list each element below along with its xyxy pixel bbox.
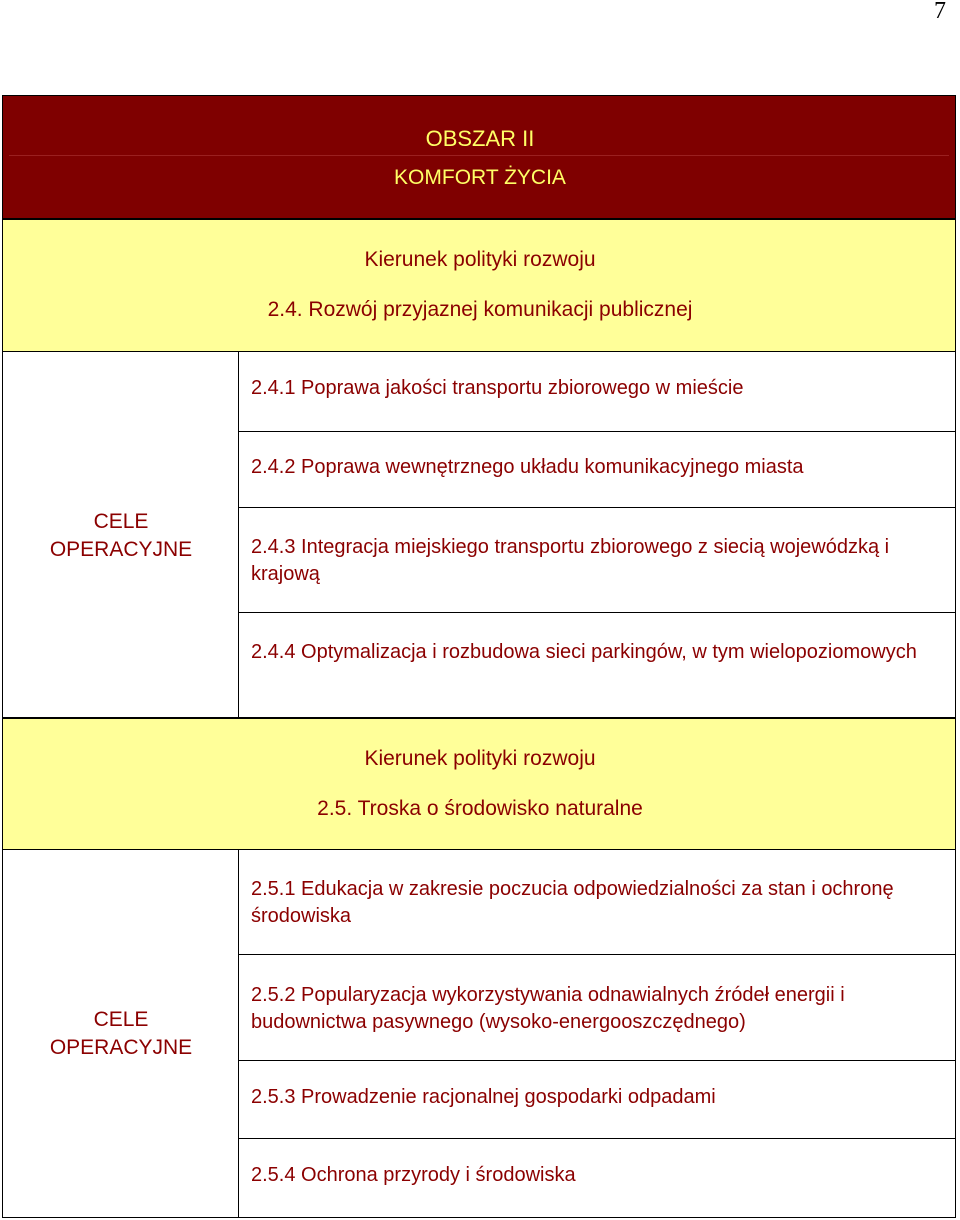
goals-label: [3, 508, 239, 564]
goal-row: [239, 955, 955, 1061]
strategy-table: [2, 95, 956, 1218]
direction-label: Kierunek polityki rozwoju: [364, 747, 596, 770]
goal-text: 2.5.2 Popularyzacja wykorzystywania odnawialnych źródeł energii i budownictwa pasywnego (wysoko-energooszczędnego): [251, 984, 845, 1033]
area-header: [2, 95, 956, 219]
goal-row: [239, 613, 955, 718]
goal-row: [239, 432, 955, 508]
direction-title: 2.5. Troska o środowisko naturalne: [317, 797, 643, 820]
goal-text: 2.5.4 Ochrona przyrody i środowiska: [251, 1164, 576, 1186]
goal-row: [239, 1061, 955, 1139]
area-title: OBSZAR II: [425, 126, 535, 151]
goal-row: [239, 850, 955, 955]
goals-label-line2: OPERACYJNE: [49, 1036, 193, 1059]
goal-text: 2.5.3 Prowadzenie racjonalnej gospodarki odpadami: [251, 1086, 716, 1108]
goals-label-line1: CELE: [93, 1008, 149, 1031]
page-number: 7: [934, 0, 946, 24]
goal-row: [239, 508, 955, 613]
direction-band-2-5: [2, 718, 956, 850]
area-subtitle: KOMFORT ŻYCIA: [394, 166, 566, 189]
goal-row: [239, 1139, 955, 1218]
goal-text: 2.4.3 Integracja miejskiego transportu zbiorowego z siecią wojewódzką i krajową: [251, 536, 890, 585]
direction-band-2-4: [2, 219, 956, 352]
direction-title: 2.4. Rozwój przyjaznej komunikacji publicznej: [267, 298, 693, 321]
direction-label: Kierunek polityki rozwoju: [364, 248, 596, 271]
goal-text: 2.4.1 Poprawa jakości transportu zbiorowego w mieście: [251, 377, 744, 399]
goal-text: 2.5.1 Edukacja w zakresie poczucia odpowiedzialności za stan i ochronę środowiska: [251, 878, 894, 927]
goals-label-line1: CELE: [93, 510, 149, 533]
goal-row: [239, 352, 955, 432]
goals-label: [3, 1006, 239, 1062]
header-divider: [9, 155, 949, 156]
goals-label-line2: OPERACYJNE: [49, 538, 193, 561]
goal-text: 2.4.4 Optymalizacja i rozbudowa sieci parkingów, w tym wielopoziomowych: [251, 641, 917, 663]
goals-block-2-5: [2, 850, 956, 1218]
goal-text: 2.4.2 Poprawa wewnętrznego układu komunikacyjnego miasta: [251, 456, 804, 478]
goals-label-cell: [3, 850, 239, 1217]
goals-label-cell: [3, 352, 239, 717]
goals-block-2-4: [2, 352, 956, 718]
